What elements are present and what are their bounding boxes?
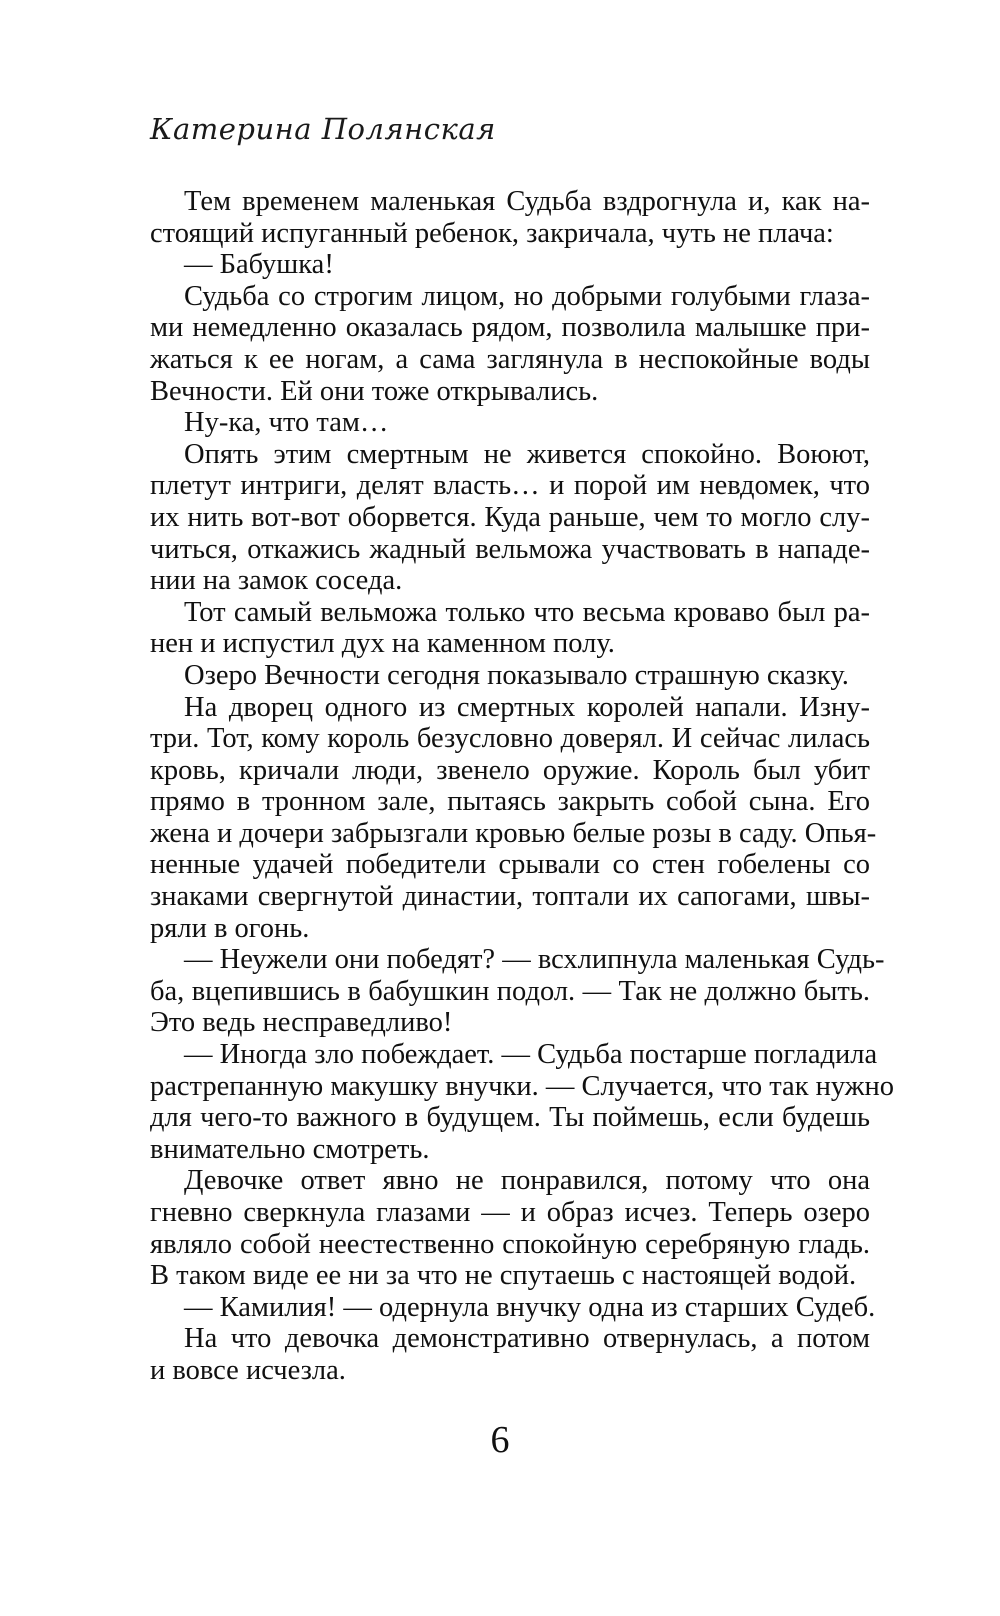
text-line: нен и испустил дух на каменном полу. xyxy=(150,628,615,660)
running-header-author: Катерина Полянская xyxy=(150,112,496,146)
text-line: Тот самый вельможа только что весьма кроваво был ра- xyxy=(184,596,870,628)
text-line: ми немедленно оказалась рядом, позволила малышке при- xyxy=(150,312,870,344)
text-line: и вовсе исчезла. xyxy=(150,1354,346,1386)
text-line: нии на замок соседа. xyxy=(150,565,403,597)
text-line: три. Тот, кому король безусловно доверял. И сейчас лилась xyxy=(150,723,870,755)
text-line: гневно сверкнула глазами — и образ исчез. Теперь озеро xyxy=(150,1197,870,1228)
text-line: Озеро Вечности сегодня показывало страшную сказку. xyxy=(184,659,849,691)
text-line: ряли в огонь. xyxy=(150,912,310,944)
text-line: жена и дочери забрызгали кровью белые розы в саду. Опья- xyxy=(150,817,877,849)
text-line: На дворец одного из смертных королей напали. Изну- xyxy=(184,691,870,723)
text-line: Судьба со строгим лицом, но добрыми голубыми глаза- xyxy=(184,280,870,312)
text-line: Тем временем маленькая Судьба вздрогнула и, как на- xyxy=(184,186,870,217)
text-line: знаками свергнутой династии, топтали их сапогами, швы- xyxy=(150,881,870,913)
text-line: — Неужели они победят? — всхлипнула маленькая Судь- xyxy=(184,944,885,976)
body-text xyxy=(150,186,894,1387)
text-line: прямо в тронном зале, пытаясь закрыть собой сына. Его xyxy=(150,786,870,818)
text-line: — Бабушка! xyxy=(184,249,334,281)
text-line: стоящий испуганный ребенок, закричала, чуть не плача: xyxy=(150,217,834,249)
text-line: плетут интриги, делят власть… и порой им невдомек, что xyxy=(150,470,870,502)
text-line: На что девочка демонстративно отвернулась, а потом xyxy=(184,1323,870,1355)
text-line: Ну-ка, что там… xyxy=(184,407,389,439)
text-line: жаться к ее ногам, а сама заглянула в неспокойные воды xyxy=(150,343,870,375)
text-line: — Иногда зло побеждает. — Судьба постарше погладила xyxy=(184,1039,878,1071)
text-line: — Камилия! — одернула внучку одна из старших Судеб. xyxy=(184,1291,876,1323)
text-line: являло собой неестественно спокойную серебряную гладь. xyxy=(150,1228,870,1260)
text-line: внимательно смотреть. xyxy=(150,1133,430,1165)
page-number: 6 xyxy=(490,1419,510,1461)
text-line: читься, откажись жадный вельможа участвовать в нападе- xyxy=(150,533,870,565)
text-line: ба, вцепившись в бабушкин подол. — Так не должно быть. xyxy=(150,975,870,1007)
text-line: их нить вот-вот оборвется. Куда раньше, чем то могло слу- xyxy=(150,501,870,533)
text-line: Девочке ответ явно не понравился, потому что она xyxy=(184,1165,870,1197)
text-line: растрепанную макушку внучки. — Случается, что так нужно xyxy=(150,1070,894,1102)
text-line: Вечности. Ей они тоже открывались. xyxy=(150,375,599,407)
text-line: В таком виде ее ни за что не спутаешь с настоящей водой. xyxy=(150,1260,857,1292)
text-line: ненные удачей победители срывали со стен гобелены со xyxy=(150,849,870,881)
text-line: Это ведь несправедливо! xyxy=(150,1007,453,1039)
text-line: для чего-то важного в будущем. Ты поймешь, если будешь xyxy=(150,1102,870,1134)
text-line: кровь, кричали люди, звенело оружие. Король был убит xyxy=(150,754,870,786)
text-line: Опять этим смертным не живется спокойно. Воюют, xyxy=(184,438,870,470)
